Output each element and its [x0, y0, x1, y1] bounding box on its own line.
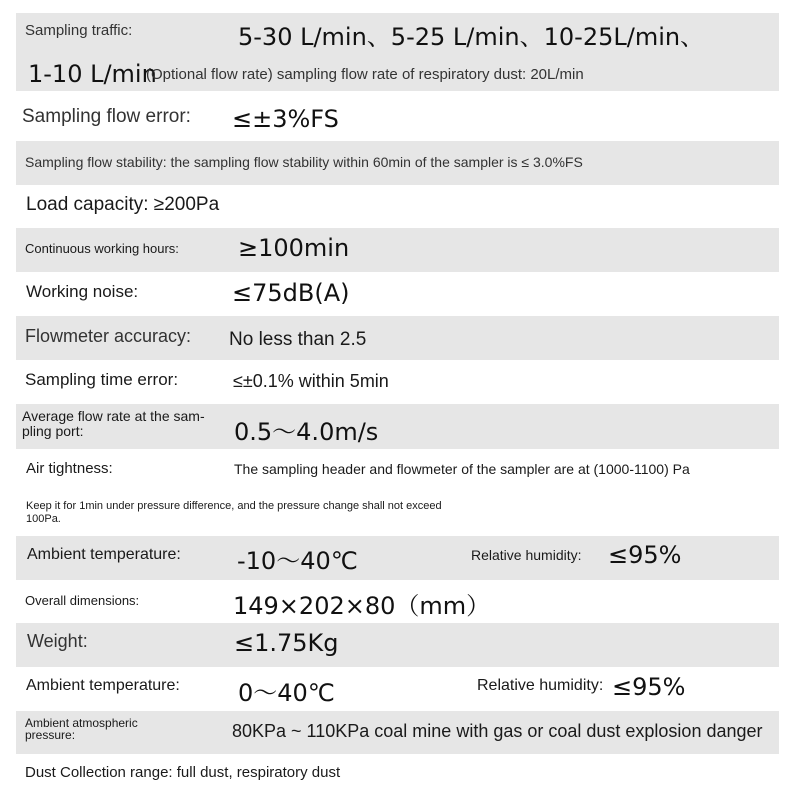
sampling-traffic-note: (Optional flow rate) sampling flow rate of respiratory dust: 20L/min [146, 66, 584, 83]
flow-error-value: ≤±3%FS [232, 105, 339, 133]
dimensions-label: Overall dimensions: [25, 593, 140, 608]
air-tightness-value: The sampling header and flowmeter of the sampler are at (1000-1100) Pa [234, 461, 690, 477]
dust-collection: Dust Collection range: full dust, respiratory dust [25, 764, 341, 781]
noise-value: ≤75dB(A) [232, 279, 350, 307]
sampling-traffic-rates-cont: 1-10 L/min [28, 60, 157, 88]
weight-label: Weight: [27, 631, 88, 651]
pressure-label-cont: pressure: [25, 728, 76, 742]
row-working-hours [16, 228, 779, 272]
weight-value: ≤1.75Kg [234, 629, 339, 657]
humidity-label-2: Relative humidity: [477, 677, 604, 694]
pressure-label: Ambient atmospheric [25, 716, 138, 730]
sampling-traffic-rates: 5-30 L/min、5-25 L/min、10-25L/min、 [238, 23, 705, 51]
humidity-value: ≤95% [608, 541, 682, 569]
row-atmospheric-pressure [16, 711, 779, 754]
row-flow-stability [16, 141, 779, 185]
working-hours-label: Continuous working hours: [25, 241, 179, 256]
avg-flow-label-cont: pling port: [22, 423, 84, 439]
row-time-error [16, 360, 779, 404]
humidity-value-2: ≤95% [612, 673, 686, 701]
row-dimensions [16, 580, 779, 623]
humidity-label: Relative humidity: [471, 547, 582, 563]
dimensions-value: 149×202×80（mm） [233, 592, 491, 620]
flow-stability: Sampling flow stability: the sampling flow stability within 60min of the sampler is ≤ 3.0%FS [25, 154, 583, 170]
working-hours-value: ≥100min [238, 234, 350, 262]
row-ambient-temp-1 [16, 536, 779, 580]
avg-flow-label: Average flow rate at the sam- [22, 408, 205, 424]
row-load-capacity [16, 185, 779, 228]
avg-flow-value: 0.5～4.0m/s [234, 418, 379, 446]
flow-error-label: Sampling flow error: [22, 106, 191, 127]
row-ambient-temp-2 [16, 667, 779, 711]
ambient-temp-value: -10～40℃ [237, 547, 358, 575]
load-capacity: Load capacity: ≥200Pa [26, 194, 220, 215]
ambient-temp-label-2: Ambient temperature: [26, 677, 180, 694]
time-error-value: ≤±0.1% within 5min [233, 371, 389, 391]
row-flowmeter-accuracy [16, 316, 779, 360]
ambient-temp-label: Ambient temperature: [27, 546, 181, 563]
pressure-value: 80KPa ~ 110KPa coal mine with gas or coal dust explosion danger [232, 721, 763, 741]
flowmeter-value: No less than 2.5 [229, 329, 367, 350]
row-dust-collection [16, 754, 779, 794]
flowmeter-label: Flowmeter accuracy: [25, 326, 192, 346]
noise-label: Working noise: [26, 282, 139, 301]
air-tightness-note: Keep it for 1min under pressure difference, and the pressure change shall not exceed [26, 500, 442, 512]
air-tightness-note-cont: 100Pa. [26, 513, 61, 525]
sampling-traffic-label: Sampling traffic: [25, 22, 133, 39]
row-weight [16, 623, 779, 667]
ambient-temp-value-2: 0～40℃ [238, 679, 335, 707]
row-working-noise [16, 272, 779, 316]
time-error-label: Sampling time error: [25, 370, 179, 389]
row-flow-error [16, 95, 779, 140]
row-sampling-traffic [16, 13, 779, 91]
row-avg-flow-rate [16, 404, 779, 449]
row-air-tightness [16, 449, 779, 536]
air-tightness-label: Air tightness: [26, 460, 113, 477]
